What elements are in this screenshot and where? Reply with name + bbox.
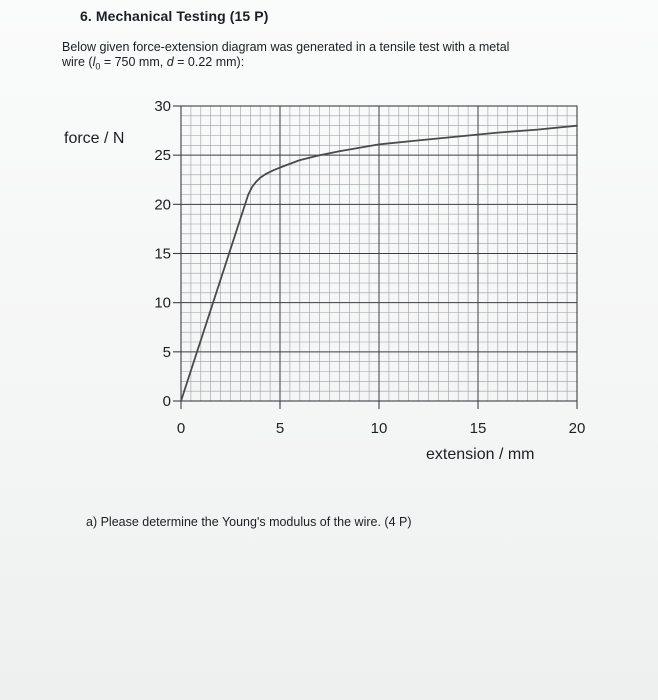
diameter-symbol: d xyxy=(166,55,174,69)
length-value: = 750 mm, xyxy=(100,55,167,69)
x-tick-label: 20 xyxy=(568,420,586,437)
y-tick-label: 30 xyxy=(154,98,171,115)
axis-ticks xyxy=(154,98,585,437)
x-tick-label: 10 xyxy=(370,420,388,437)
y-tick-label: 0 xyxy=(162,393,171,410)
diameter-value: = 0.22 mm): xyxy=(173,55,245,69)
x-tick-label: 5 xyxy=(275,420,285,437)
length-subscript: 0 xyxy=(95,61,101,72)
problem-line-1: Below given force-extension diagram was generated in a tensile test with a metal xyxy=(62,40,510,54)
y-tick-label: 25 xyxy=(154,147,171,165)
question-heading: 6. Mechanical Testing (15 P) xyxy=(80,8,269,24)
y-axis-label: force / N xyxy=(64,130,125,147)
y-tick-label: 10 xyxy=(154,294,171,312)
length-symbol: l xyxy=(92,55,96,69)
x-tick-label: 0 xyxy=(176,420,186,437)
x-tick-label: 15 xyxy=(469,420,487,437)
y-tick-label: 20 xyxy=(154,196,171,214)
y-tick-label: 5 xyxy=(162,343,171,361)
question-a: a) Please determine the Young's modulus of the wire. (4 P) xyxy=(86,515,412,529)
x-axis-label: extension / mm xyxy=(426,446,535,463)
wire-label: wire ( xyxy=(62,55,93,69)
y-tick-label: 15 xyxy=(154,245,171,263)
